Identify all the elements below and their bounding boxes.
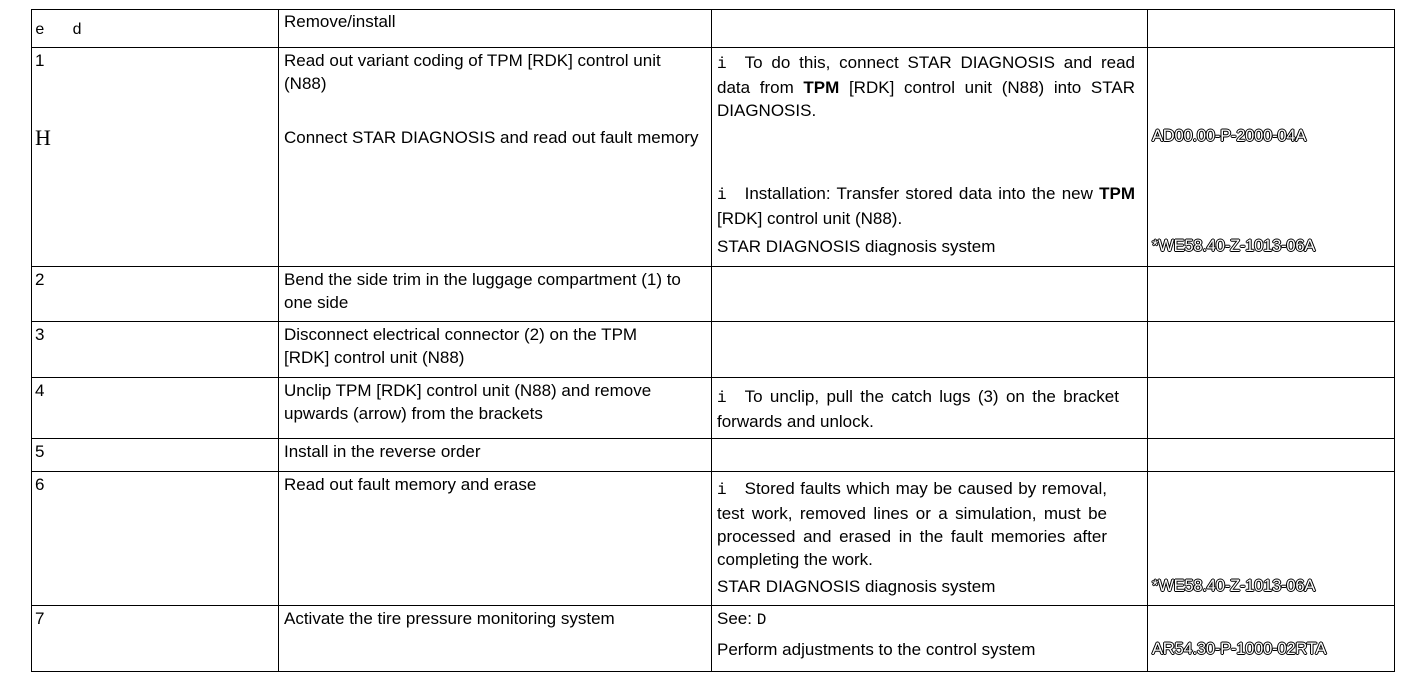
note-text: i To do this, connect STAR DIAGNOSIS and read data from TPM [RDK] control unit (N88) into STAR DIAGNOSIS. (717, 53, 1135, 120)
table-row (32, 472, 1395, 606)
action-header: Remove/install (284, 12, 396, 31)
note-text: STAR DIAGNOSIS diagnosis system (717, 577, 996, 596)
refs-cell (1148, 48, 1395, 267)
step-number: 4 (35, 381, 45, 400)
reference-link[interactable]: *WE58.40-Z-1013-06A (1152, 577, 1316, 595)
note-text: Perform adjustments to the control system (717, 640, 1036, 659)
reference-link[interactable]: AR54.30-P-1000-02RTA (1152, 640, 1327, 658)
action-header-cell (279, 10, 712, 48)
info-icon: i (717, 186, 727, 204)
step-number: 5 (35, 442, 45, 461)
step-number: 2 (35, 270, 45, 289)
step-header-cell (32, 10, 279, 48)
step-header: e d (35, 21, 82, 39)
note-text: i Installation: Transfer stored data into the new TPM [RDK] control unit (N88). (717, 184, 1135, 228)
step-number: 1 (35, 51, 45, 70)
note-text: STAR DIAGNOSIS diagnosis system (717, 237, 996, 256)
action-text: Install in the reverse order (284, 442, 481, 461)
reference-link[interactable]: *WE58.40-Z-1013-06A (1152, 237, 1316, 255)
table-row (32, 48, 1395, 267)
note-text: i Stored faults which may be caused by removal, test work, removed lines or a simulation, must be processed and erased in the fault memories after completing the work. (717, 479, 1107, 569)
info-icon: i (717, 481, 727, 499)
notes-cell (712, 48, 1148, 267)
action-text: Read out fault memory and erase (284, 475, 537, 494)
action-text: Activate the tire pressure monitoring system (284, 609, 615, 628)
step-number: 3 (35, 325, 45, 344)
action-text: Read out variant coding of TPM [RDK] control unit (N88) (284, 51, 661, 93)
table-row (32, 378, 1395, 439)
table-row (32, 606, 1395, 672)
hazard-icon: H (35, 125, 51, 150)
table-row (32, 439, 1395, 472)
reference-link[interactable]: AD00.00-P-2000-04A (1152, 127, 1307, 145)
step-number: 7 (35, 609, 45, 628)
refs-header-cell (1148, 10, 1395, 48)
step-number: 6 (35, 475, 45, 494)
table-row (32, 322, 1395, 378)
table-row (32, 267, 1395, 322)
header-row (32, 10, 1395, 48)
notes-header-cell (712, 10, 1148, 48)
action-cell (279, 48, 712, 267)
document-icon: D (756, 611, 767, 629)
action-text: Unclip TPM [RDK] control unit (N88) and remove upwards (arrow) from the brackets (284, 381, 652, 423)
see-reference: See: D (717, 609, 767, 629)
note-text: i To unclip, pull the catch lugs (3) on the bracket forwards and unlock. (717, 387, 1119, 431)
action-text: Connect STAR DIAGNOSIS and read out fault memory (284, 128, 699, 147)
action-text: Disconnect electrical connector (2) on the TPM [RDK] control unit (N88) (284, 325, 638, 367)
info-icon: i (717, 55, 727, 73)
step-cell (32, 48, 279, 267)
procedure-table (31, 9, 1395, 672)
action-text: Bend the side trim in the luggage compartment (1) to one side (284, 270, 681, 312)
info-icon: i (717, 389, 727, 407)
